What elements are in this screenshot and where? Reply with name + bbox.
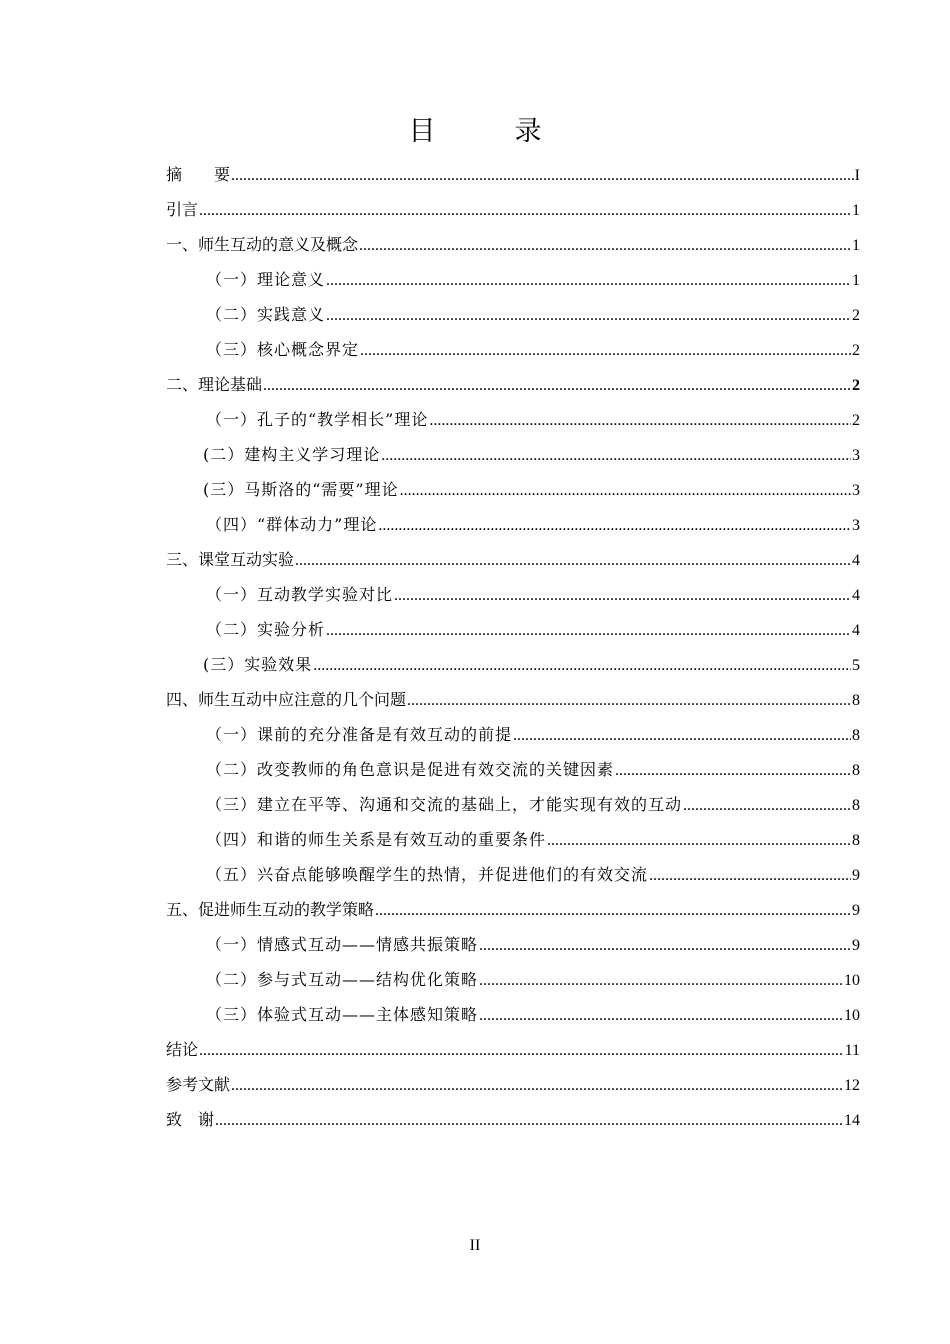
toc-entry-page: 3 <box>852 482 860 499</box>
toc-dot-leader <box>295 543 851 578</box>
toc-entry-page: 2 <box>852 342 860 359</box>
toc-dot-leader <box>326 298 851 333</box>
toc-entry-page: 10 <box>844 1007 860 1024</box>
toc-dot-leader <box>263 368 851 403</box>
toc-entry[interactable] <box>166 717 860 752</box>
toc-dot-leader <box>407 683 851 718</box>
toc-entry[interactable] <box>166 437 860 472</box>
toc-entry-page: 14 <box>844 1112 860 1129</box>
toc-dot-leader <box>375 893 851 928</box>
toc-entry[interactable] <box>166 682 860 717</box>
toc-entry-page: 8 <box>852 797 860 814</box>
toc-entry-title: （一）课前的充分准备是有效互动的前提 <box>206 725 513 744</box>
toc-entry-page: 2 <box>852 377 860 394</box>
toc-entry-title: (三）马斯洛的“需要”理论 <box>203 480 399 499</box>
toc-dot-leader <box>326 263 851 298</box>
toc-entry-page: 2 <box>852 307 860 324</box>
toc-entry-page: 11 <box>844 1042 860 1059</box>
toc-entry-title: 一、师生互动的意义及概念 <box>166 235 359 254</box>
toc-entry-title: （二）参与式互动——结构优化策略 <box>206 970 479 989</box>
toc-entry-title: （一）互动教学实验对比 <box>206 585 394 604</box>
toc-entry[interactable] <box>166 367 860 402</box>
toc-entry-title: 摘 要 <box>166 165 231 184</box>
toc-entry-title: 二、理论基础 <box>166 375 263 394</box>
toc-dot-leader <box>429 403 851 438</box>
toc-entry[interactable] <box>166 507 860 542</box>
toc-entry-page: 8 <box>852 727 860 744</box>
table-of-contents <box>166 157 860 1137</box>
toc-entry-page: 1 <box>852 202 860 219</box>
toc-entry[interactable] <box>166 612 860 647</box>
toc-entry[interactable] <box>166 927 860 962</box>
toc-dot-leader <box>199 1033 844 1068</box>
toc-entry[interactable] <box>166 1032 860 1067</box>
toc-entry[interactable] <box>166 157 860 192</box>
toc-entry-page: 5 <box>852 657 860 674</box>
toc-dot-leader <box>360 333 851 368</box>
toc-dot-leader <box>231 158 854 193</box>
toc-dot-leader <box>479 998 843 1033</box>
toc-entry-page: 3 <box>852 517 860 534</box>
toc-entry-title: （二）改变教师的角色意识是促进有效交流的关键因素 <box>206 760 615 779</box>
toc-dot-leader <box>479 963 843 998</box>
toc-entry[interactable] <box>166 787 860 822</box>
toc-dot-leader <box>649 858 851 893</box>
toc-entry-title: 参考文献 <box>166 1075 231 1094</box>
toc-entry[interactable] <box>166 262 860 297</box>
toc-entry-title: （二）实践意义 <box>206 305 326 324</box>
toc-entry-page: 8 <box>852 832 860 849</box>
toc-entry[interactable] <box>166 542 860 577</box>
toc-entry-title: 致 谢 <box>166 1110 215 1129</box>
toc-dot-leader <box>326 613 851 648</box>
toc-entry-title: 三、课堂互动实验 <box>166 550 295 569</box>
toc-dot-leader <box>313 648 851 683</box>
toc-entry[interactable] <box>166 332 860 367</box>
toc-dot-leader <box>683 788 851 823</box>
toc-dot-leader <box>378 508 851 543</box>
toc-entry-title: （五）兴奋点能够唤醒学生的热情，并促进他们的有效交流 <box>206 865 649 884</box>
toc-entry[interactable] <box>166 192 860 227</box>
toc-dot-leader <box>359 228 851 263</box>
toc-entry-page: 9 <box>852 867 860 884</box>
toc-entry-title: （三）核心概念界定 <box>206 340 360 359</box>
toc-entry-page: 2 <box>852 412 860 429</box>
toc-entry-page: 12 <box>844 1077 860 1094</box>
toc-entry-title: （一）理论意义 <box>206 270 326 289</box>
toc-entry[interactable] <box>166 822 860 857</box>
toc-dot-leader <box>231 1068 843 1103</box>
toc-dot-leader <box>199 193 851 228</box>
toc-entry-page: 8 <box>852 762 860 779</box>
toc-entry-title: （四）和谐的师生关系是有效互动的重要条件 <box>206 830 547 849</box>
toc-entry-title: 四、师生互动中应注意的几个问题 <box>166 690 407 709</box>
toc-entry[interactable] <box>166 577 860 612</box>
toc-entry-page: 8 <box>852 692 860 709</box>
toc-dot-leader <box>215 1103 843 1138</box>
toc-entry[interactable] <box>166 1102 860 1137</box>
toc-entry[interactable] <box>166 962 860 997</box>
toc-entry-page: 4 <box>852 587 860 604</box>
toc-entry-title: 五、促进师生互动的教学策略 <box>166 900 375 919</box>
toc-entry-title: （三）建立在平等、沟通和交流的基础上，才能实现有效的互动 <box>206 795 683 814</box>
toc-entry[interactable] <box>166 472 860 507</box>
toc-dot-leader <box>513 718 851 753</box>
toc-entry-page: 1 <box>852 237 860 254</box>
toc-dot-leader <box>400 473 851 508</box>
toc-entry-page: 1 <box>852 272 860 289</box>
toc-entry-page: 9 <box>852 937 860 954</box>
toc-entry-title: （二）实验分析 <box>206 620 326 639</box>
toc-entry[interactable] <box>166 892 860 927</box>
toc-entry[interactable] <box>166 297 860 332</box>
toc-entry[interactable] <box>166 227 860 262</box>
toc-entry-title: （四）“群体动力”理论 <box>206 515 378 534</box>
toc-entry-title: （一）情感式互动——情感共振策略 <box>206 935 479 954</box>
toc-entry[interactable] <box>166 647 860 682</box>
page-title: 目 录 <box>408 116 568 147</box>
toc-entry[interactable] <box>166 1067 860 1102</box>
toc-entry[interactable] <box>166 857 860 892</box>
toc-dot-leader <box>615 753 851 788</box>
toc-entry-page: 4 <box>852 552 860 569</box>
toc-entry-page: 4 <box>852 622 860 639</box>
toc-entry-title: 引言 <box>166 200 199 219</box>
page-number: II <box>469 1237 481 1254</box>
toc-entry-title: （三）体验式互动——主体感知策略 <box>206 1005 479 1024</box>
toc-entry-page: 9 <box>852 902 860 919</box>
toc-entry-title: (二）建构主义学习理论 <box>203 445 381 464</box>
toc-entry-title: (三）实验效果 <box>203 655 313 674</box>
toc-entry-page: I <box>854 167 860 184</box>
toc-dot-leader <box>547 823 851 858</box>
toc-entry[interactable] <box>166 997 860 1032</box>
toc-entry-title: 结论 <box>166 1040 199 1059</box>
toc-entry-page: 10 <box>844 972 860 989</box>
toc-dot-leader <box>479 928 851 963</box>
toc-dot-leader <box>381 438 851 473</box>
toc-entry[interactable] <box>166 402 860 437</box>
toc-entry-page: 3 <box>852 447 860 464</box>
toc-dot-leader <box>394 578 851 613</box>
toc-entry[interactable] <box>166 752 860 787</box>
toc-entry-title: （一）孔子的“教学相长”理论 <box>206 410 429 429</box>
